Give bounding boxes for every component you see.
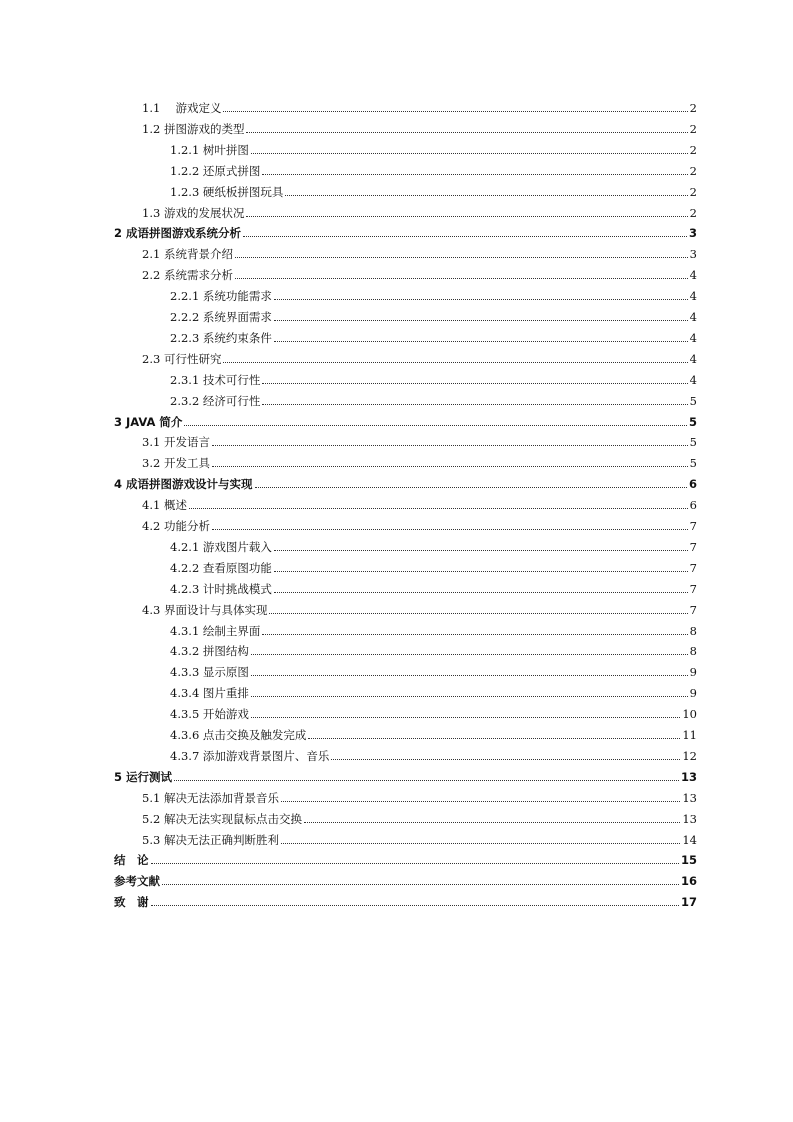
- toc-entry-page-number: 4: [689, 289, 697, 304]
- toc-entry[interactable]: [0, 304, 793, 324]
- toc-entry[interactable]: [0, 409, 793, 429]
- toc-entry-page-number: 8: [689, 644, 697, 659]
- toc-entry[interactable]: [0, 722, 793, 742]
- dot-leader: [212, 529, 688, 530]
- dot-leader: [251, 153, 688, 154]
- toc-entry-page-number: 7: [689, 581, 697, 596]
- toc-entry[interactable]: [0, 868, 793, 888]
- toc-entry-page-number: 9: [689, 686, 697, 701]
- toc-entry-title: 5.2 解决无法实现鼠标点击交换: [142, 811, 302, 826]
- dot-leader: [274, 320, 688, 321]
- toc-entry-page-number: 6: [688, 477, 697, 492]
- toc-entry[interactable]: [0, 450, 793, 470]
- toc-entry-title: 1.2.1 树叶拼图: [170, 142, 249, 157]
- toc-entry[interactable]: [0, 471, 793, 491]
- toc-entry[interactable]: [0, 827, 793, 847]
- toc-entry-page-number: 4: [689, 310, 697, 324]
- toc-entry-title: 致 谢: [114, 895, 149, 910]
- dot-leader: [251, 654, 688, 655]
- toc-entry-page-number: 4: [689, 330, 697, 345]
- toc-entry[interactable]: [0, 200, 793, 220]
- toc-entry-title: 1.2 拼图游戏的类型: [142, 121, 245, 136]
- dot-leader: [251, 717, 680, 718]
- toc-entry-page-number: 5: [689, 393, 697, 408]
- toc-entry[interactable]: [0, 179, 793, 199]
- dot-leader: [246, 216, 687, 217]
- toc-entry[interactable]: [0, 889, 793, 909]
- toc-entry-page-number: 9: [689, 665, 697, 680]
- toc-entry-title: 4.2.1 游戏图片载入: [170, 539, 272, 554]
- toc-entry-page-number: 3: [688, 226, 697, 241]
- toc-entry-page-number: 8: [689, 623, 697, 638]
- toc-entry-title: 4.3.4 图片重排: [170, 686, 249, 701]
- dot-leader: [269, 613, 687, 614]
- toc-entry-page-number: 14: [682, 832, 697, 847]
- toc-entry-title: 4.2 功能分析: [142, 519, 210, 533]
- toc-entry-page-number: 6: [689, 498, 697, 513]
- toc-entry-title: 4.3 界面设计与具体实现: [142, 602, 268, 617]
- dot-leader: [281, 801, 680, 802]
- dot-leader: [212, 466, 688, 467]
- toc-entry-page-number: 15: [680, 853, 697, 868]
- dot-leader: [212, 445, 688, 446]
- toc-entry-title: 3.2 开发工具: [142, 456, 210, 471]
- toc-entry-page-number: 2: [689, 205, 697, 220]
- toc-entry-title: 4 成语拼图游戏设计与实现: [114, 477, 253, 492]
- toc-entry-page-number: 7: [689, 519, 697, 533]
- toc-entry-page-number: 4: [689, 268, 697, 283]
- toc-entry-page-number: 2: [689, 121, 697, 136]
- dot-leader: [274, 341, 688, 342]
- toc-entry-title: 4.2.2 查看原图功能: [170, 560, 272, 575]
- toc-entry-title: 4.3.7 添加游戏背景图片、音乐: [170, 748, 330, 763]
- toc-entry-title: 4.3.6 点击交换及触发完成: [170, 728, 307, 742]
- toc-entry-title: 4.3.3 显示原图: [170, 665, 249, 680]
- toc-entry[interactable]: [0, 137, 793, 157]
- dot-leader: [274, 571, 688, 572]
- dot-leader: [223, 362, 687, 363]
- toc-entry-page-number: 10: [682, 707, 697, 722]
- toc-entry[interactable]: [0, 158, 793, 178]
- toc-entry-title: 3 JAVA 简介: [114, 414, 183, 429]
- toc-entry-page-number: 4: [689, 372, 697, 387]
- toc-entry-title: 1.1 游戏定义: [142, 101, 222, 115]
- dot-leader: [243, 236, 687, 237]
- toc-entry[interactable]: [0, 513, 793, 533]
- toc-entry-page-number: 2: [689, 163, 697, 178]
- toc-entry-title: 1.2.2 还原式拼图: [170, 163, 261, 178]
- toc-entry-title: 4.3.1 绘制主界面: [170, 623, 261, 638]
- dot-leader: [162, 884, 679, 885]
- toc-entry-title: 2.2.1 系统功能需求: [170, 289, 272, 304]
- toc-entry-page-number: 5: [689, 435, 697, 450]
- toc-entry-page-number: 5: [689, 456, 697, 471]
- toc-entry-page-number: 7: [689, 560, 697, 575]
- dot-leader: [274, 592, 688, 593]
- toc-entry-title: 4.1 概述: [142, 498, 187, 513]
- toc-entry[interactable]: [0, 597, 793, 617]
- toc-entry-title: 1.2.3 硬纸板拼图玩具: [170, 184, 284, 199]
- toc-entry[interactable]: [0, 220, 793, 240]
- toc-entry-title: 2 成语拼图游戏系统分析: [114, 226, 242, 241]
- toc-entry-title: 4.2.3 计时挑战模式: [170, 581, 272, 596]
- toc-entry-page-number: 7: [689, 539, 697, 554]
- toc-entry[interactable]: [0, 241, 793, 261]
- dot-leader: [184, 425, 687, 426]
- toc-entry[interactable]: [0, 367, 793, 387]
- dot-leader: [274, 550, 688, 551]
- toc-entry[interactable]: [0, 429, 793, 449]
- toc-entry-title: 3.1 开发语言: [142, 435, 210, 450]
- toc-entry-page-number: 13: [682, 790, 697, 805]
- toc-entry-page-number: 2: [689, 142, 697, 157]
- toc-entry[interactable]: [0, 618, 793, 638]
- toc-entry[interactable]: [0, 638, 793, 658]
- toc-entry[interactable]: [0, 659, 793, 679]
- dot-leader: [304, 822, 680, 823]
- toc-entry-title: 2.3.2 经济可行性: [170, 393, 261, 408]
- toc-entry-title: 4.3.2 拼图结构: [170, 644, 249, 659]
- toc-entry-title: 5.3 解决无法正确判断胜利: [142, 832, 279, 847]
- dot-leader: [285, 195, 687, 196]
- toc-entry-page-number: 17: [680, 895, 697, 910]
- toc-entry[interactable]: [0, 325, 793, 345]
- toc-entry-page-number: 4: [689, 351, 697, 366]
- toc-entry[interactable]: [0, 576, 793, 596]
- toc-entry[interactable]: [0, 764, 793, 784]
- dot-leader: [262, 174, 687, 175]
- toc-entry-page-number: 2: [689, 101, 697, 115]
- toc-entry-title: 1.3 游戏的发展状况: [142, 205, 245, 220]
- toc-entry-page-number: 7: [689, 602, 697, 617]
- dot-leader: [151, 863, 679, 864]
- dot-leader: [274, 299, 688, 300]
- toc-entry[interactable]: [0, 283, 793, 303]
- toc-entry[interactable]: [0, 785, 793, 805]
- toc-entry[interactable]: [0, 346, 793, 366]
- dot-leader: [189, 508, 688, 509]
- dot-leader: [251, 675, 688, 676]
- toc-entry-title: 结 论: [114, 853, 149, 868]
- toc-entry[interactable]: [0, 492, 793, 512]
- toc-entry[interactable]: [0, 555, 793, 575]
- dot-leader: [262, 634, 687, 635]
- toc-entry[interactable]: [0, 680, 793, 700]
- toc-entry-page-number: 5: [688, 414, 697, 429]
- toc-entry-title: 2.3.1 技术可行性: [170, 372, 261, 387]
- toc-entry-title: 5.1 解决无法添加背景音乐: [142, 790, 279, 805]
- dot-leader: [281, 843, 680, 844]
- toc-entry[interactable]: [0, 116, 793, 136]
- toc-entry-title: 2.3 可行性研究: [142, 351, 222, 366]
- toc-entry[interactable]: [0, 95, 793, 115]
- toc-entry-page-number: 16: [680, 874, 697, 889]
- dot-leader: [223, 111, 687, 112]
- toc-entry-page-number: 2: [689, 184, 697, 199]
- toc-entry[interactable]: [0, 743, 793, 763]
- toc-entry-title: 5 运行测试: [114, 769, 173, 784]
- toc-entry-title: 4.3.5 开始游戏: [170, 707, 249, 722]
- toc-entry[interactable]: [0, 534, 793, 554]
- dot-leader: [235, 257, 688, 258]
- dot-leader: [235, 278, 688, 279]
- toc-entry[interactable]: [0, 388, 793, 408]
- dot-leader: [246, 132, 687, 133]
- dot-leader: [251, 696, 688, 697]
- dot-leader: [151, 905, 679, 906]
- toc-entry-page-number: 13: [682, 811, 697, 826]
- dot-leader: [308, 738, 680, 739]
- toc-entry-page-number: 3: [689, 247, 697, 262]
- toc-entry-page-number: 13: [680, 769, 697, 784]
- toc-entry[interactable]: [0, 262, 793, 282]
- toc-entry[interactable]: [0, 806, 793, 826]
- dot-leader: [262, 404, 687, 405]
- dot-leader: [255, 487, 687, 488]
- dot-leader: [174, 780, 679, 781]
- toc-entry-title: 参考文献: [114, 874, 160, 889]
- toc-entry[interactable]: [0, 847, 793, 867]
- toc-entry-page-number: 12: [682, 748, 697, 763]
- toc-entry-title: 2.2.3 系统约束条件: [170, 330, 272, 345]
- toc-entry-title: 2.2.2 系统界面需求: [170, 310, 272, 324]
- toc-entry-page-number: 11: [682, 728, 697, 742]
- toc-entry[interactable]: [0, 701, 793, 721]
- dot-leader: [262, 383, 687, 384]
- dot-leader: [331, 759, 680, 760]
- toc-entry-title: 2.2 系统需求分析: [142, 268, 233, 283]
- toc-entry-title: 2.1 系统背景介绍: [142, 247, 233, 262]
